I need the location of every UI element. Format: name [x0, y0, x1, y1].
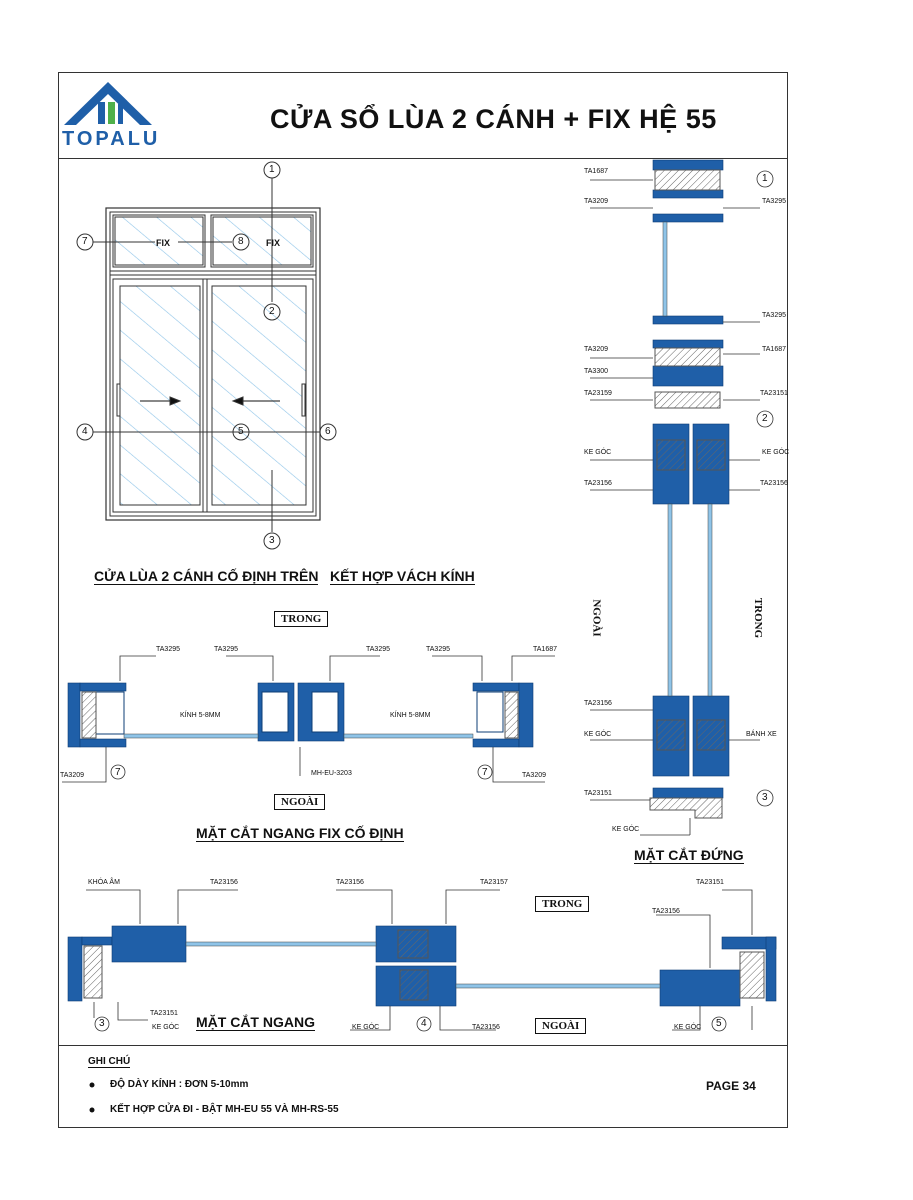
corner-bracket-label: KE GÓC [612, 826, 640, 833]
note-item: ĐỘ DÀY KÍNH : ĐƠN 5-10mm [110, 1079, 249, 1090]
corner-bracket-label: KE GÓC [352, 1024, 380, 1031]
profile-code: TA23156 [210, 879, 238, 886]
topalu-logo [64, 82, 152, 125]
fix-section-caption: MẶT CẮT NGANG FIX CỐ ĐỊNH [196, 825, 404, 841]
profile-code: TA3295 [762, 312, 786, 319]
profile-code: TA23159 [584, 390, 612, 397]
callout-number: 7 [82, 236, 88, 247]
profile-code: TA23156 [652, 908, 680, 915]
profile-code: TA3209 [60, 772, 84, 779]
profile-code: TA3209 [522, 772, 546, 779]
profile-code: TA3209 [584, 198, 608, 205]
bullet-icon [90, 1108, 95, 1113]
corner-bracket-label: KE GÓC [152, 1024, 180, 1031]
page-title: CỬA SỔ LÙA 2 CÁNH + FIX HỆ 55 [270, 104, 717, 134]
profile-code: TA3295 [214, 646, 238, 653]
corner-bracket-label: KE GÓC [674, 1024, 702, 1031]
callout-number: 1 [762, 173, 768, 184]
outside-label: NGOÀI [274, 794, 325, 810]
callout-number: 2 [269, 306, 275, 317]
lock-label: KHÓA ÂM [88, 879, 120, 886]
roller-label: BÁNH XE [746, 731, 777, 738]
callout-number: 4 [421, 1018, 427, 1029]
fix-section-profiles [62, 656, 555, 782]
profile-code: TA3300 [584, 368, 608, 375]
callout-number: 4 [82, 426, 88, 437]
profile-code: TA23156 [584, 700, 612, 707]
logo-text: TOPALU [62, 128, 161, 150]
profile-code: TA1687 [584, 168, 608, 175]
notes-heading: GHI CHÚ [88, 1056, 131, 1067]
callout-number: 3 [269, 535, 275, 546]
inside-label: TRONG [535, 896, 589, 912]
callout-number: 3 [762, 792, 768, 803]
profile-code: TA23156 [584, 480, 612, 487]
callout-number: 5 [716, 1018, 722, 1029]
bullet-icon [90, 1083, 95, 1088]
profile-code: TA1687 [762, 346, 786, 353]
profile-code: TA3209 [584, 346, 608, 353]
callout-number: 7 [115, 767, 121, 778]
corner-bracket-label: KE GÓC [762, 449, 790, 456]
callout-number: 3 [99, 1018, 105, 1029]
profile-code: TA23151 [150, 1010, 178, 1017]
inside-label: TRONG [752, 597, 765, 639]
profile-code: TA23156 [336, 879, 364, 886]
fix-label: FIX [266, 238, 281, 248]
corner-bracket-label: KE GÓC [584, 731, 612, 738]
profile-code: TA3295 [426, 646, 450, 653]
profile-code: TA3295 [156, 646, 180, 653]
outside-label: NGOÀI [535, 1018, 586, 1034]
profile-code: TA3295 [762, 198, 786, 205]
profile-code: TA3295 [366, 646, 390, 653]
horizontal-section-caption: MẶT CẮT NGANG [196, 1014, 315, 1030]
profile-code: TA23151 [760, 390, 788, 397]
callout-number: 5 [238, 426, 244, 437]
mullion-code: MH-EU-3203 [311, 770, 352, 777]
profile-code: TA1687 [533, 646, 557, 653]
glass-label: KÍNH 5-8MM [180, 712, 221, 719]
elevation-caption: KẾT HỢP VÁCH KÍNH [330, 568, 475, 584]
outside-label: NGOÀI [590, 599, 603, 637]
corner-bracket-label: KE GÓC [584, 449, 612, 456]
elevation-caption: CỬA LÙA 2 CÁNH CỐ ĐỊNH TRÊN [94, 568, 319, 584]
glass-label: KÍNH 5-8MM [390, 712, 431, 719]
fix-label: FIX [156, 238, 171, 248]
profile-code: TA23157 [480, 879, 508, 886]
callout-number: 6 [325, 426, 331, 437]
callout-number: 8 [238, 236, 244, 247]
profile-code: TA23156 [760, 480, 788, 487]
callout-number: 7 [482, 767, 488, 778]
callout-number: 1 [269, 164, 275, 175]
profile-code: TA23151 [696, 879, 724, 886]
vertical-section-caption: MẶT CẮT ĐỨNG [634, 847, 744, 863]
profile-code: TA23156 [472, 1024, 500, 1031]
profile-code: TA23151 [584, 790, 612, 797]
callout-number: 2 [762, 413, 768, 424]
inside-label: TRONG [274, 611, 328, 627]
window-elevation [77, 162, 336, 549]
page-number: PAGE 34 [706, 1079, 756, 1093]
note-item: KẾT HỢP CỬA ĐI - BẬT MH-EU 55 VÀ MH-RS-55 [110, 1104, 339, 1115]
